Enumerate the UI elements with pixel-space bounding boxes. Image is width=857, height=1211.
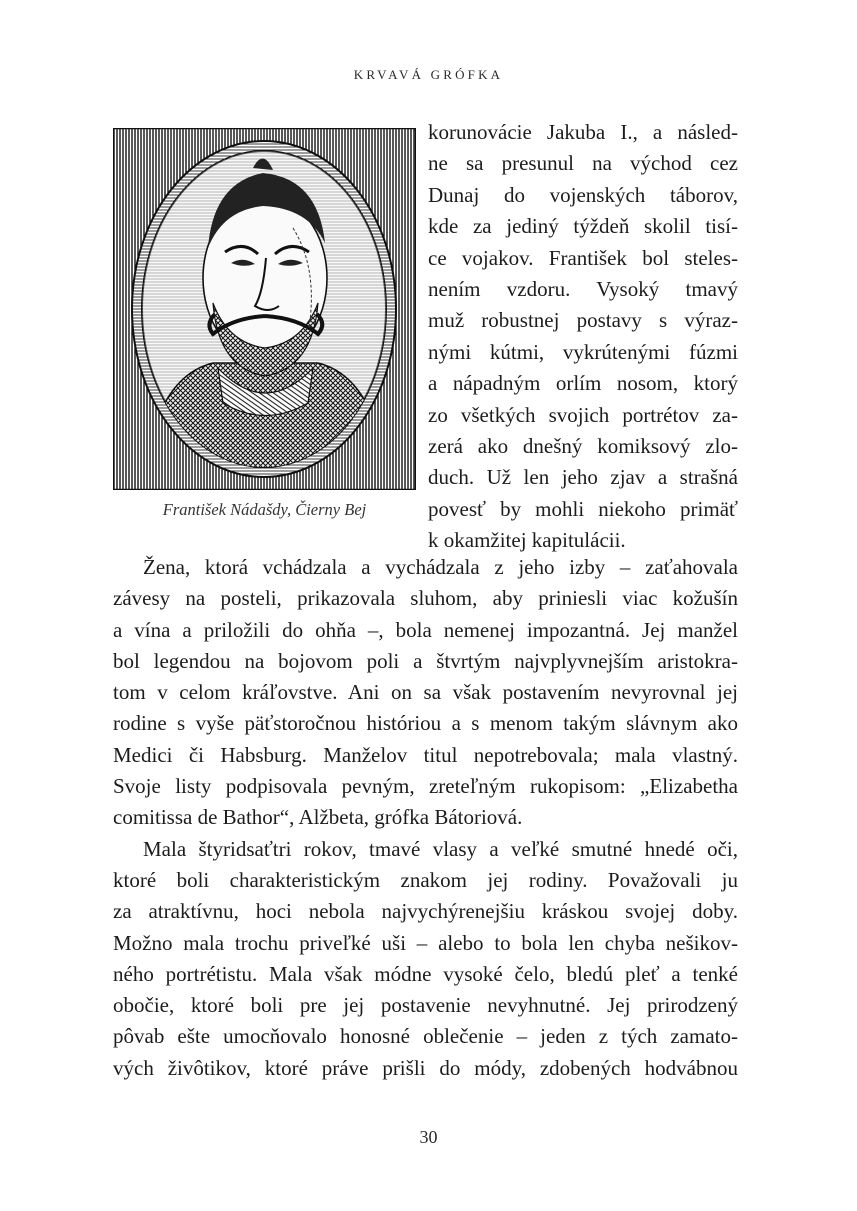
text-line: Žena, ktorá vchádzala a vychádzala z jeho izby – zaťahovala — [143, 555, 738, 579]
text-line: Medici či Habsburg. Manželov titul nepotrebovala; mala vlastný. — [113, 742, 738, 767]
text-line: kde za jediný týždeň skolil tisí- — [428, 214, 738, 239]
text-line: vých živôtikov, ktoré práve prišli do módy, zdobených hodvábnou — [113, 1055, 738, 1080]
text-line: Svoje listy podpisovala pevným, zreteľným rukopisom: „Elizabetha — [113, 774, 738, 799]
side-column-text — [428, 117, 738, 556]
text-line: bol legendou na bojovom poli a štvrtým najvplyvnejším aristokra- — [113, 648, 738, 673]
text-line: závesy na posteli, prikazovala sluhom, aby priniesli viac kožušín — [113, 586, 738, 611]
text-line: nými kútmi, vykrútenými fúzmi — [428, 339, 738, 364]
text-line: Možno mala trochu priveľké uši – alebo to bola len chyba nešikov- — [113, 930, 738, 955]
text-line: ne sa presunul na východ cez — [428, 151, 738, 176]
text-line: tom v celom kráľovstve. Ani on sa však postavením nevyrovnal jej — [113, 680, 738, 705]
text-line: muž robustnej postavy s výraz- — [428, 308, 738, 333]
figure-caption: František Nádašdy, Čierny Bej — [162, 500, 367, 519]
portrait-engraving — [113, 128, 416, 490]
paragraph — [113, 552, 738, 834]
text-line: zerá ako dnešný komiksový zlo- — [428, 433, 738, 458]
text-line: pôvab ešte umocňovalo honosné oblečenie – jeden z tých zamato- — [113, 1024, 738, 1049]
text-line: Mala štyridsaťtri rokov, tmavé vlasy a veľké smutné hnedé oči, — [143, 836, 738, 861]
text-line: rodine s vyše päťstoročnou históriou a s menom takým slávnym ako — [113, 711, 738, 736]
text-line: za atraktívnu, hoci nebola najvychýrenejšiu kráskou svojej doby. — [113, 899, 738, 924]
text-line: ktoré boli charakteristickým znakom jej rodiny. Považovali ju — [113, 867, 738, 892]
text-line: ce vojakov. František bol steles- — [428, 245, 738, 270]
body-text — [113, 552, 738, 1084]
text-line: nením vzdoru. Vysoký tmavý — [428, 276, 738, 301]
paragraph — [113, 834, 738, 1084]
text-line: a nápadným orlím nosom, ktorý — [428, 371, 738, 396]
text-line: Dunaj do vojenských táborov, — [428, 182, 738, 207]
text-line: ného portrétistu. Mala však módne vysoké čelo, bledú pleť a tenké — [113, 961, 738, 986]
page-number: 30 — [419, 1127, 438, 1147]
text-line: duch. Už len jeho zjav a strašná — [428, 465, 738, 490]
text-line: comitissa de Bathor“, Alžbeta, grófka Bátoriová. — [113, 805, 523, 830]
text-line: korunovácie Jakuba I., a násled- — [428, 120, 738, 144]
text-line: a vína a priložili do ohňa –, bola nemenej impozantná. Jej manžel — [113, 617, 738, 642]
text-line: k okamžitej kapitulácii. — [428, 528, 626, 553]
text-line: zo všetkých svojich portrétov za- — [428, 402, 738, 427]
text-line: povesť by mohli niekoho primäť — [428, 496, 738, 521]
text-line: obočie, ktoré boli pre jej postavenie nevyhnutné. Jej prirodzený — [113, 993, 738, 1018]
running-header: KRVAVÁ GRÓFKA — [353, 67, 504, 82]
